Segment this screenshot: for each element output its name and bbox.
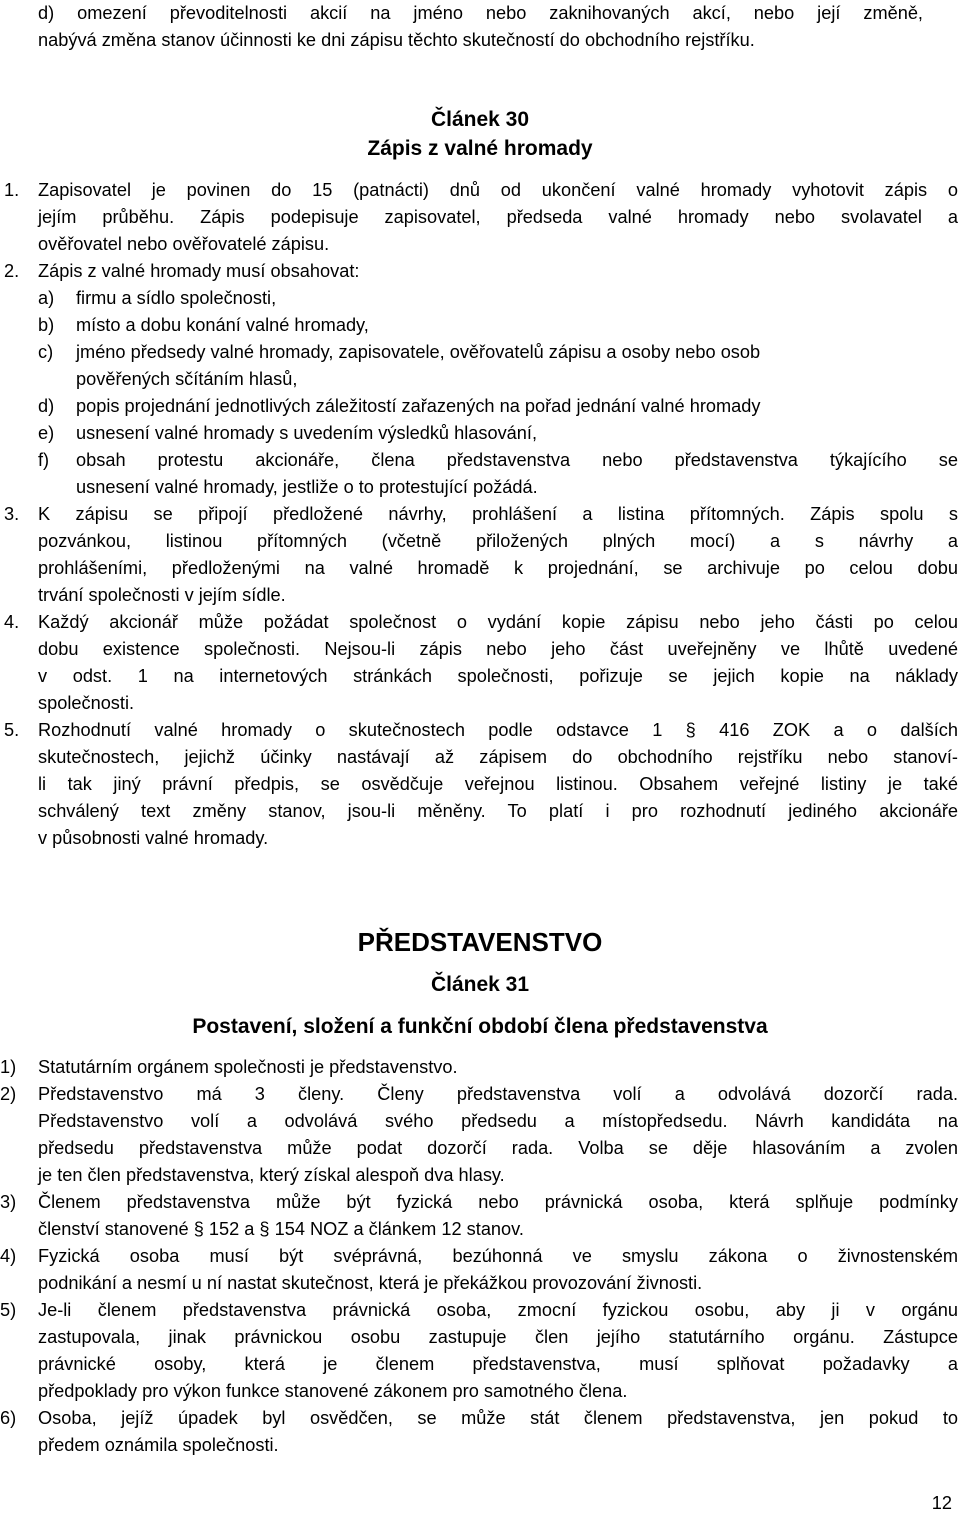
list-item: popis projednání jednotlivých záležitostí zařazených na pořad jednání valné hromady [76,396,761,416]
paragraph-line: Představenstvo má 3 členy. Členy představenstva volí a odvolává dozorčí rada. [38,1084,958,1104]
paragraph-number: 2) [0,1084,17,1104]
paragraph-number: 1. [4,180,20,200]
list-item: místo a dobu konání valné hromady, [76,315,369,335]
paragraph-line: podnikání a nesmí u ní nastat skutečnost, která je překážkou provozování živnosti. [38,1273,703,1293]
paragraph-line: právnické osoby, která je členem představenstva, musí splňovat požadavky a [38,1354,958,1374]
paragraph-line: Fyzická osoba musí být svéprávná, bezúhonná ve smyslu zákona o živnostenském [38,1246,958,1266]
item-d-line: d) omezení převoditelnosti akcií na jméno nebo zaknihovaných akcí, nebo její změně, [38,3,923,23]
article-31-title: Článek 31 [430,973,530,996]
item-d-line: nabývá změna stanov účinnosti ke dni zápisu těchto skutečností do obchodního rejstříku. [38,30,755,50]
paragraph-line: trvání společnosti v jejím sídle. [38,585,286,605]
list-item: obsah protestu akcionáře, člena představenstva nebo představenstva týkajícího se [76,450,958,470]
paragraph-line: Rozhodnutí valné hromady o skutečnostech podle odstavce 1 § 416 ZOK a o dalších [38,720,958,740]
article-30-subtitle: Zápis z valné hromady [367,137,593,160]
paragraph-number: 5) [0,1300,17,1320]
paragraph-line: Členem představenstva může být fyzická nebo právnická osoba, která splňuje podmínky [38,1192,958,1212]
article-31-subtitle: Postavení, složení a funkční období člena představenstva [192,1015,768,1038]
paragraph-line: předsedu představenstva může podat dozorčí rada. Volba se děje hlasováním a zvolen [38,1138,958,1158]
paragraph-line: Osoba, jejíž úpadek byl osvědčen, se může stát členem představenstva, jen pokud to [38,1408,958,1428]
paragraph-number: 1) [0,1057,17,1077]
paragraph-line: K zápisu se připojí předložené návrhy, prohlášení a listina přítomných. Zápis spolu s [38,504,958,524]
paragraph-line: Každý akcionář může požádat společnost o vydání kopie zápisu nebo jeho části po celou [38,612,958,632]
list-item: usnesení valné hromady, jestliže o to protestující požádá. [76,477,538,497]
paragraph-line: schválený text změny stanov, jsou-li měněny. To platí i pro rozhodnutí jediného akcionáře [38,801,958,821]
paragraph-line: jejím průběhu. Zápis podepisuje zapisovatel, předseda valné hromady nebo svolavatel a [38,207,958,227]
list-mark: b) [38,315,55,335]
article-30-title: Článek 30 [430,108,530,131]
list-item: jméno předsedy valné hromady, zapisovatele, ověřovatelů zápisu a osoby nebo osob [76,342,761,362]
paragraph-line: předpoklady pro výkon funkce stanovené zákonem pro samotného člena. [38,1381,628,1401]
list-mark: e) [38,423,55,443]
paragraph-line: předem oznámila společnosti. [38,1435,279,1455]
section-title: PŘEDSTAVENSTVO [357,927,603,957]
paragraph-line: ověřovatel nebo ověřovatelé zápisu. [38,234,330,254]
paragraph-line: dobu existence společnosti. Nejsou-li zápis nebo jeho část uveřejněny ve lhůtě uvedené [38,639,958,659]
paragraph-line: v odst. 1 na internetových stránkách společnosti, pořizuje se jejich kopie na náklady [38,666,958,686]
list-mark: d) [38,396,55,416]
paragraph-line: pozvánkou, listinou přítomných (včetně přiložených plných mocí) a s návrhy a [38,531,958,551]
paragraph-line: je ten člen představenstva, který získal alespoň dva hlasy. [38,1165,505,1185]
paragraph-number: 6) [0,1408,17,1428]
paragraph-number: 3. [4,504,20,524]
list-mark: f) [38,450,50,470]
paragraph-number: 2. [4,261,20,281]
page-number: 12 [931,1493,952,1513]
paragraph-number: 5. [4,720,20,740]
list-item: usnesení valné hromady s uvedením výsledků hlasování, [76,423,538,443]
paragraph-number: 4. [4,612,20,632]
list-item: firmu a sídlo společnosti, [76,288,277,308]
paragraph-line: Představenstvo volí a odvolává svého předsedu a místopředsedu. Návrh kandidáta na [38,1111,958,1131]
list-mark: c) [38,342,54,362]
paragraph-line: li tak jiný právní předpis, se osvědčuje veřejnou listinou. Obsahem veřejné listiny je také [38,774,958,794]
paragraph-line: Zápis z valné hromady musí obsahovat: [38,261,360,281]
paragraph-number: 4) [0,1246,17,1266]
paragraph-line: Je-li členem představenstva právnická osoba, zmocní fyzickou osobu, aby ji v orgánu [38,1300,958,1320]
paragraph-line: v působnosti valné hromady. [38,828,269,848]
paragraph-line: prohlášeními, předloženými na valné hromadě k projednání, se archivuje po celou dobu [38,558,958,578]
paragraph-line: Statutárním orgánem společnosti je představenstvo. [38,1057,458,1077]
list-item: pověřených sčítáním hlasů, [76,369,298,389]
paragraph-line: skutečnostech, jejichž účinky nastávají až zápisem do obchodního rejstříku nebo stanoví- [38,747,958,767]
paragraph-number: 3) [0,1192,17,1212]
paragraph-line: společnosti. [38,693,135,713]
paragraph-line: členství stanovené § 152 a § 154 NOZ a článkem 12 stanov. [38,1219,524,1239]
list-mark: a) [38,288,55,308]
paragraph-line: zastupovala, jinak právnickou osobu zastupuje člen jejího statutárního orgánu. Zástupce [38,1327,958,1347]
paragraph-line: Zapisovatel je povinen do 15 (patnácti) dnů od ukončení valné hromady vyhotovit zápis o [38,180,958,200]
